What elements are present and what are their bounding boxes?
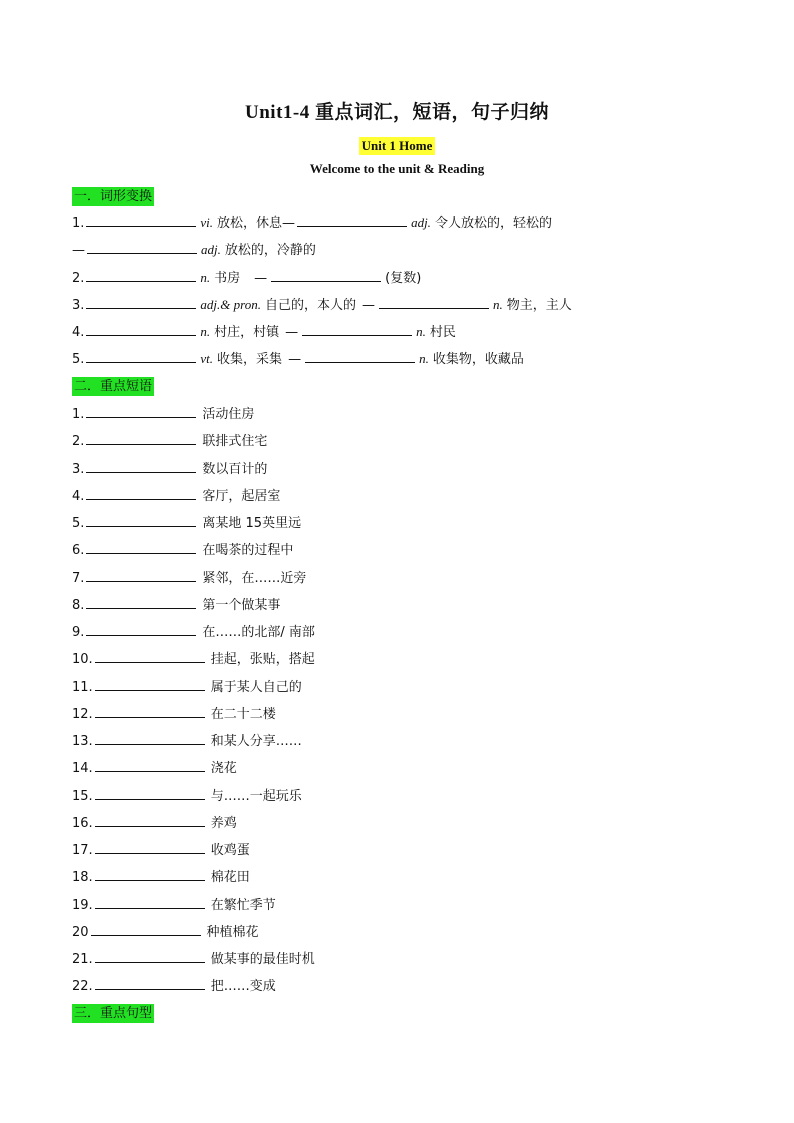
item-number: 5. (72, 352, 85, 367)
answer-blank[interactable] (379, 295, 489, 309)
answer-blank[interactable] (95, 840, 205, 854)
phrase-item (72, 568, 306, 588)
phrase-item (72, 649, 315, 669)
answer-blank[interactable] (86, 404, 196, 418)
item-meaning: 和某人分享…… (210, 734, 302, 749)
phrase-item (72, 813, 237, 833)
item-number: 16. (72, 815, 93, 831)
answer-blank[interactable] (86, 622, 196, 636)
vocab-item (72, 349, 524, 369)
phrase-item (72, 976, 276, 996)
item-dash: — (288, 352, 302, 367)
phrase-item (72, 758, 237, 778)
item-meaning: 在二十二楼 (210, 706, 276, 722)
item-number: 21. (72, 952, 93, 967)
answer-blank[interactable] (95, 867, 205, 881)
item-meaning: 在……的北部/ 南部 (202, 625, 315, 640)
item-number: 7. (72, 570, 85, 586)
answer-blank[interactable] (86, 486, 196, 500)
part-of-speech: n. (419, 351, 429, 366)
item-meaning: 与……一起玩乐 (210, 788, 302, 804)
phrase-item (72, 622, 315, 642)
item-meaning: 棉花田 (210, 870, 250, 886)
item-number: 1. (72, 407, 85, 422)
part-of-speech: vi. (200, 215, 214, 230)
vocab-item (72, 268, 421, 288)
answer-blank[interactable] (271, 268, 381, 282)
vocab-item (72, 240, 316, 260)
answer-blank[interactable] (86, 213, 196, 227)
answer-blank[interactable] (86, 568, 196, 582)
section-heading-vocab: 一．词形变换 (74, 189, 153, 204)
phrase-item (72, 540, 293, 560)
answer-blank[interactable] (302, 322, 412, 336)
item-meaning: 令人放松的，轻松的 (434, 216, 552, 231)
item-meaning: 挂起，张贴，搭起 (210, 652, 315, 668)
item-number: 14. (72, 761, 93, 777)
phrase-item (72, 431, 267, 451)
item-meaning: 紧邻，在……近旁 (202, 570, 307, 586)
item-number: 10. (72, 652, 93, 668)
part-of-speech: vt. (200, 351, 214, 366)
vocab-item (72, 322, 456, 342)
answer-blank[interactable] (86, 431, 196, 445)
answer-blank[interactable] (95, 895, 205, 909)
part-of-speech: n. (200, 270, 211, 285)
item-meaning: 浇花 (210, 761, 237, 777)
item-number: 18. (72, 870, 93, 886)
item-number: 3. (72, 298, 85, 313)
phrase-item (72, 513, 301, 533)
answer-blank[interactable] (95, 704, 205, 718)
item-number: 4. (72, 488, 85, 504)
answer-blank[interactable] (86, 268, 196, 282)
answer-blank[interactable] (86, 295, 196, 309)
vocab-item (72, 213, 552, 233)
item-meaning: 村民 (429, 325, 456, 340)
section-heading-sentences: 三．重点句型 (74, 1006, 153, 1021)
page-title: Unit1-4 重点词汇，短语，句子归纳 (245, 102, 549, 123)
item-number: 9. (72, 625, 85, 640)
answer-blank[interactable] (86, 595, 196, 609)
phrase-item (72, 895, 276, 915)
item-meaning: 客厅，起居室 (202, 488, 281, 504)
phrase-item (72, 459, 267, 479)
answer-blank[interactable] (95, 758, 205, 772)
answer-blank[interactable] (95, 976, 205, 990)
answer-blank[interactable] (297, 213, 407, 227)
item-meaning: 活动住房 (202, 407, 255, 422)
item-meaning: 第一个做某事 (202, 597, 281, 613)
part-of-speech: n. (416, 324, 426, 339)
item-number: 22. (72, 979, 93, 995)
item-meaning: 属于某人自己的 (210, 679, 302, 695)
item-number: 17. (72, 843, 93, 858)
item-meaning: 放松，休息— (217, 216, 296, 231)
item-number: 2. (72, 271, 85, 286)
item-meaning: 种植棉花 (206, 924, 259, 940)
item-meaning: 书房 (214, 271, 241, 286)
item-number: 1. (72, 216, 85, 231)
section-heading-phrases: 二．重点短语 (74, 379, 153, 394)
unit-label-wrap (72, 137, 722, 155)
item-meaning: 放松的，冷静的 (224, 243, 316, 258)
page-subtitle: Welcome to the unit & Reading (309, 161, 485, 176)
item-number: 15. (72, 788, 93, 804)
item-number: 12. (72, 706, 93, 722)
item-dash: — (285, 325, 299, 340)
item-number: 4. (72, 325, 85, 340)
item-number: 19. (72, 897, 93, 913)
phrase-item (72, 595, 280, 615)
part-of-speech: n. (492, 297, 503, 312)
item-number: 6. (72, 543, 85, 559)
answer-blank[interactable] (86, 322, 196, 336)
item-number: 3. (72, 461, 85, 477)
item-dash: — (254, 271, 268, 286)
answer-blank[interactable] (95, 677, 205, 691)
item-meaning: 离某地 15英里远 (202, 516, 302, 531)
phrase-item (72, 486, 280, 506)
vocab-item (72, 295, 572, 315)
answer-blank[interactable] (91, 922, 201, 936)
item-meaning: 在繁忙季节 (210, 897, 276, 913)
item-meaning: 自己的，本人的 (264, 298, 356, 313)
answer-blank[interactable] (95, 731, 205, 745)
item-meaning: 养鸡 (210, 815, 237, 831)
phrase-item (72, 786, 302, 806)
answer-blank[interactable] (95, 649, 205, 663)
phrase-item (72, 922, 259, 942)
answer-blank[interactable] (305, 349, 415, 363)
item-meaning: 收集，采集 (217, 352, 283, 367)
phrase-item (72, 677, 302, 697)
part-of-speech: adj.& pron. (200, 297, 261, 312)
item-dash: — (361, 298, 375, 313)
part-of-speech: adj. (201, 242, 221, 257)
item-dash: — (72, 243, 85, 258)
part-of-speech: n. (200, 324, 211, 339)
item-meaning: 在喝茶的过程中 (202, 543, 294, 559)
phrase-item (72, 867, 250, 887)
item-meaning: 收鸡蛋 (210, 843, 250, 858)
phrase-item (72, 731, 302, 751)
item-suffix: (复数) (385, 271, 422, 286)
item-meaning: 收集物，收藏品 (432, 352, 524, 367)
part-of-speech: adj. (411, 215, 431, 230)
item-number: 2. (72, 434, 85, 450)
phrase-item (72, 949, 315, 969)
item-number: 13. (72, 734, 93, 749)
item-meaning: 做某事的最佳时机 (210, 952, 315, 967)
item-meaning: 把……变成 (210, 979, 276, 995)
answer-blank[interactable] (95, 786, 205, 800)
item-meaning: 数以百计的 (202, 461, 268, 477)
answer-blank[interactable] (86, 459, 196, 473)
item-number: 11. (72, 679, 93, 695)
answer-blank[interactable] (95, 813, 205, 827)
unit-label: Unit 1 Home (359, 137, 436, 155)
answer-blank[interactable] (86, 349, 196, 363)
answer-blank[interactable] (95, 949, 205, 963)
item-meaning: 联排式住宅 (202, 434, 268, 450)
phrase-item (72, 840, 250, 860)
answer-blank[interactable] (87, 240, 197, 254)
answer-blank[interactable] (86, 540, 196, 554)
item-number: 20 (72, 924, 89, 940)
phrase-item (72, 404, 254, 424)
item-number: 5. (72, 516, 85, 531)
phrase-item (72, 704, 276, 724)
item-meaning: 村庄，村镇 (214, 325, 280, 340)
item-number: 8. (72, 597, 85, 613)
item-meaning: 物主，主人 (506, 298, 572, 313)
answer-blank[interactable] (86, 513, 196, 527)
